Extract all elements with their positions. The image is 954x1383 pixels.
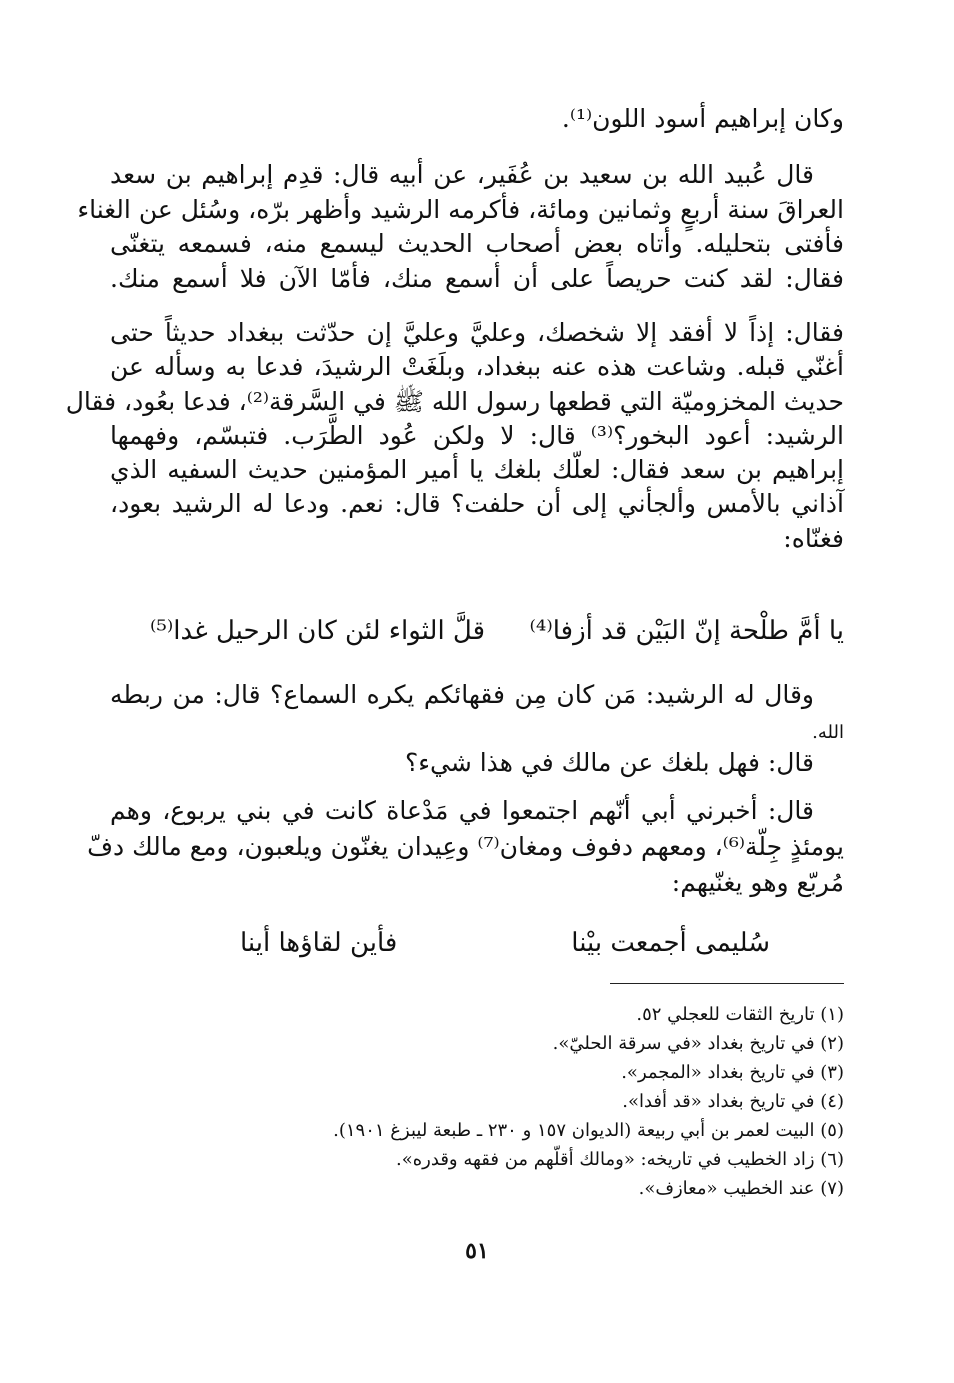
text-line: العراقَ سنة أربعٍ وثمانين ومائة، فأكرمه الرشيد وأظهر برّه، وسُئل عن الغناء	[77, 194, 844, 224]
paragraph-rashid-oud	[65, 316, 844, 556]
paragraph-rashid-question	[110, 676, 844, 752]
text-line: وكان إبراهيم أسود اللون⁽¹⁾.	[561, 104, 844, 133]
text-line: حديث المخزوميّة التي قطعها رسول الله ﷺ في السَّرقة⁽²⁾، فدعا بعُود، فقال	[65, 386, 844, 416]
verse-2-second-hemistich: فأين لقاؤها أينا	[240, 928, 398, 958]
footnote-item: (٧) عند الخطيب «معازف».	[638, 1178, 844, 1199]
paragraph-malik-question	[110, 748, 844, 777]
text-line: فقال: لقد كنت حريصاً على أن أسمع منك، فأمّا الآن فلا أسمع منك.	[110, 263, 844, 293]
paragraph-malik-answer	[87, 793, 844, 901]
text-line: إبراهيم بن سعد فقال: لعلّك بلغك يا أمير المؤمنين حديث السفيه الذي	[110, 455, 844, 485]
verse-1	[150, 616, 844, 656]
page-number: ٥١	[465, 1238, 489, 1264]
text-line: فغنّاه:	[783, 523, 844, 553]
text-line: أغنّي قبله. وشاعت هذه عنه ببغداد، وبلَغَتْ الرشيدَ، فدعا به وسأله عن	[110, 352, 844, 382]
text-line: فقال: إذاً لا أفقد إلا شخصك، وعليَّ وعليَّ إن حدّثت ببغداد حديثاً حتى	[110, 318, 844, 347]
text-line: فأفتى بتحليله. وأتاه بعض أصحاب الحديث ليسمع منه، فسمعه يتغنّى	[110, 229, 844, 258]
verse-2-first-hemistich: سُليمى أجمعت بيْنا	[571, 928, 770, 958]
footnote-item: (٣) في تاريخ بغداد «المجمر».	[621, 1062, 844, 1083]
footnotes	[144, 1000, 844, 1203]
footnote-item: (١) تاريخ الثقات للعجلي ٥٢.	[636, 1004, 844, 1025]
footnote-item: (٤) في تاريخ بغداد «قد أفدا».	[622, 1091, 844, 1112]
text-line: قال عُبيد الله بن سعيد بن عُفَير، عن أبيه قال: قدِم إبراهيم بن سعد	[110, 160, 814, 189]
footnote-item: (٢) في تاريخ بغداد «في سرقة الحليّ».	[552, 1033, 844, 1054]
footnote-item: (٦) زاد الخطيب في تاريخه: «ومالك أقلّهم من فقهه وقدره».	[396, 1149, 844, 1170]
verse-1-second-hemistich: قلَّ الثواء لئن كان الرحيل غدا⁽⁵⁾	[150, 616, 486, 646]
text-line: مُربّع وهو يغنّيهم:	[671, 868, 844, 897]
verse-1-first-hemistich: يا أمَّ طلْحة إنّ البَيْن قد أزفا⁽⁴⁾	[529, 616, 844, 646]
text-line: الرشيد: أعود البخور؟⁽³⁾ قال: لا ولكن عُود الطَّرَب. فتبسّم، وفهمها	[110, 420, 844, 450]
text-line: قال: فهل بلغك عن مالك في هذا شيء؟	[404, 748, 814, 777]
text-line: قال: أخبرني أبي أنّهم اجتمعوا في مَدْعاة كانت في بني يربوع، وهم	[110, 796, 814, 825]
paragraph-ibrahim-arrival	[77, 158, 844, 296]
footnote-divider	[610, 983, 844, 984]
opening-line	[144, 104, 844, 133]
footnote-item: (٥) البيت لعمر بن أبي ربيعة (الديوان ١٥٧ و ٢٣٠ ـ طبعة ليبزغ ١٩٠١).	[333, 1120, 844, 1141]
text-line: الله.	[812, 722, 844, 743]
text-line: آذاني بالأمس وألجأني إلى أن حلفت؟ قال: نعم. ودعا له الرشيد بعود،	[110, 489, 844, 519]
text-line: يومئذٍ جِلّة⁽⁶⁾، ومعهم دفوف ومغان⁽⁷⁾ وعِيدان يغنّون ويلعبون، ومع مالك دفّ	[87, 832, 844, 861]
verse-2	[240, 928, 770, 968]
text-line: وقال له الرشيد: مَن كان مِن فقهائكم يكره السماع؟ قال: من ربطه	[110, 680, 814, 709]
